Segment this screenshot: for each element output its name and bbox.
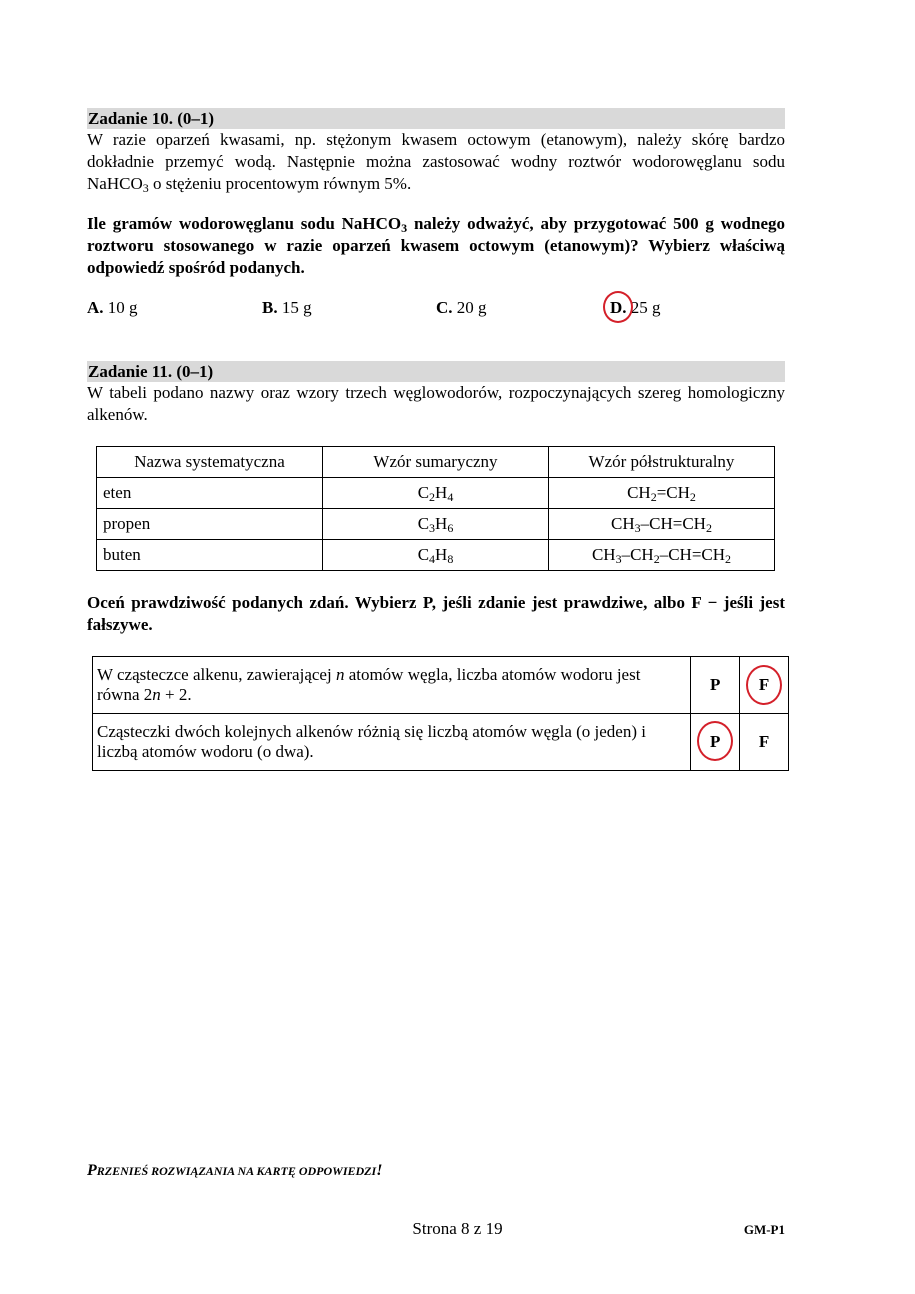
option-b[interactable]: B. 15 g bbox=[262, 298, 312, 317]
row-formula: $C_3H_6$ bbox=[323, 509, 549, 540]
row-formula: $C_2H_4$ bbox=[323, 478, 549, 509]
option-c[interactable]: C. 20 g bbox=[436, 298, 487, 317]
table-row bbox=[97, 509, 775, 540]
task-10-question: Ile gramów wodorowęglanu sodu NaHCO$_3$ należy odważyć, aby przygotować 500 g wodnego roztworu stosowanego w razie oparzeń kwasem octowym (etanowym)? Wybierz właściwą odpowiedź spośród podanych. bbox=[87, 214, 785, 277]
header-structure: Wzór półstrukturalny bbox=[549, 447, 775, 478]
task-11-instruction: Oceń prawdziwość podanych zdań. Wybierz P, jeśli zdanie jest prawdziwe, albo F − jeśli jest fałszywe. bbox=[87, 593, 785, 634]
true-false-table bbox=[92, 656, 789, 771]
task-11-instruction-block bbox=[87, 592, 785, 636]
option-d[interactable]: D. 25 g bbox=[610, 298, 661, 317]
statement-row bbox=[93, 657, 789, 714]
option-p[interactable]: P bbox=[691, 714, 740, 771]
option-p[interactable]: P bbox=[691, 657, 740, 714]
selected-answer-circle bbox=[697, 721, 733, 761]
row-structure: $CH_2=CH_2$ bbox=[549, 478, 775, 509]
task-11 bbox=[87, 361, 785, 426]
row-name: buten bbox=[97, 540, 323, 571]
option-a[interactable]: A. 10 g bbox=[87, 298, 138, 317]
row-name: eten bbox=[97, 478, 323, 509]
transfer-note: PRZENIEŚ ROZWIĄZANIA NA KARTĘ ODPOWIEDZI! bbox=[87, 1162, 383, 1179]
task-11-header: Zadanie 11. (0–1) bbox=[87, 361, 785, 382]
statement-row bbox=[93, 714, 789, 771]
task-11-intro: W tabeli podano nazwy oraz wzory trzech węglowodorów, rozpoczynających szereg homologiczny alkenów. bbox=[87, 383, 785, 424]
alkenes-table bbox=[96, 446, 775, 571]
selected-answer-circle bbox=[603, 291, 633, 323]
header-formula: Wzór sumaryczny bbox=[323, 447, 549, 478]
table-row bbox=[97, 540, 775, 571]
table-header-row bbox=[97, 447, 775, 478]
task-10-header: Zadanie 10. (0–1) bbox=[87, 108, 785, 129]
task-10 bbox=[87, 108, 785, 279]
exam-code: GM-P1 bbox=[743, 1222, 785, 1237]
row-name: propen bbox=[97, 509, 323, 540]
table-row bbox=[97, 478, 775, 509]
option-f[interactable]: F bbox=[740, 657, 789, 714]
header-name: Nazwa systematyczna bbox=[97, 447, 323, 478]
row-structure: $CH_3-CH_2-CH=CH_2$ bbox=[549, 540, 775, 571]
statement-1: W cząsteczce alkenu, zawierającej n atomów węgla, liczba atomów wodoru jest równa 2n + 2. bbox=[93, 657, 691, 714]
statement-2: Cząsteczki dwóch kolejnych alkenów różnią się liczbą atomów węgla (o jeden) i liczbą atomów wodoru (o dwa). bbox=[93, 714, 691, 771]
option-f[interactable]: F bbox=[740, 714, 789, 771]
row-structure: $CH_3-CH=CH_2$ bbox=[549, 509, 775, 540]
row-formula: $C_4H_8$ bbox=[323, 540, 549, 571]
task-10-options bbox=[87, 296, 785, 320]
page-number: Strona 8 z 19 bbox=[412, 1219, 503, 1238]
selected-answer-circle bbox=[746, 665, 782, 705]
task-10-intro: W razie oparzeń kwasami, np. stężonym kwasem octowym (etanowym), należy skórę bardzo dokładnie przemyć wodą. Następnie można zastosować wodny roztwór wodorowęglanu sodu NaHCO$_3$ o stężeniu procentowym równym 5%. bbox=[87, 130, 785, 195]
